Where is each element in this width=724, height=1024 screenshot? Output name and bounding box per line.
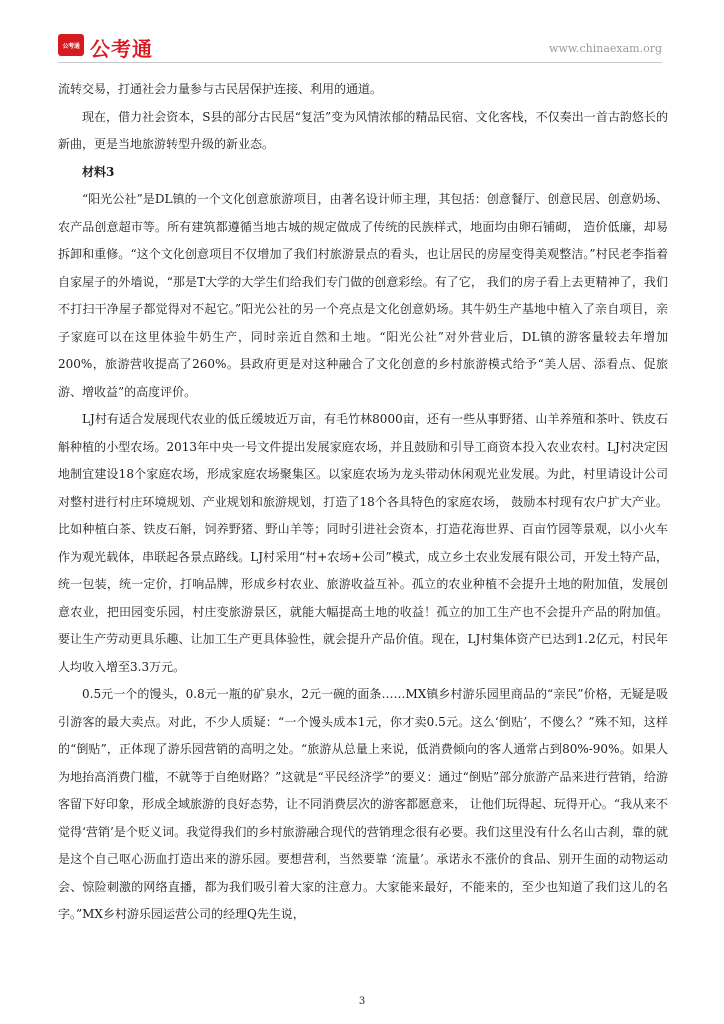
site-url: www.chinaexam.org [549,42,662,55]
paragraph-s-county: 现在，借力社会资本，S县的部分古民居“复活”变为风情浓郁的精品民宿、文化客栈，不仅奏出一首古韵悠长的新曲，更是当地旅游转型升级的新业态。 [58,109,668,151]
logo-badge: 公考通 [58,34,84,56]
paragraph-mx-town: 0.5元一个的馒头，0.8元一瓶的矿泉水，2元一碗的面条……MX镇乡村游乐园里商品的“亲民”价格，无疑是吸引游客的最大卖点。对此，不少人质疑：“一个馒头成本1元，你才卖0.5元。这么‘倒贴’，不傻么？”殊不知，这样的“倒贴”，正体现了游乐园营销的高明之处。“旅游从总量上来说，低消费倾向的客人通常占到80%-90%。如果人为地抬高消费门槛，不就等于自绝财路？”这就是“平民经济学”的要义：通过“倒贴”部分旅游产品来进行营销，给游客留下好印象，形成全域旅游的良好态势，让不同消费层次的游客都愿意来， 让他们玩得起、玩得开心。“我从来不觉得‘营销’是个贬义词。我觉得我们的乡村旅游融合现代的营销理念很有必要。我们这里没有什么名山古刹，靠的就是这个自己呕心沥血打造出来的游乐园。要想营利，当然要靠 ‘流量’。承诺永不涨价的食品、别开生面的动物运动会、惊险刺激的网络直播，都为我们吸引着大家的注意力。大家能来最好，不能来的，至少也知道了我们这儿的名字。”MX乡村游乐园运营公司的经理Q先生说， [58,687,668,921]
logo-text: 公考通 [90,37,153,61]
page-header [58,34,662,61]
paragraph-sunshine-commune: “阳光公社”是DL镇的一个文化创意旅游项目，由著名设计师主理，其包括：创意餐厅、创意民居、创意奶场、农产品创意超市等。所有建筑都遵循当地古城的规定做成了传统的民族样式，地面均由卵石铺砌， 造价低廉，却易拆卸和重修。“这个文化创意项目不仅增加了我们村旅游景点的看头，也让居民的房屋变得美观整洁。”村民老李指着自家屋子的外墙说，“那是T大学的大学生们给我们专门做的创意彩绘。有了它， 我们的房子看上去更精神了，我们不打扫干净屋子都觉得对不起它。”阳光公社的另一个亮点是文化创意奶场。其牛奶生产基地中植入了亲自项目，亲子家庭可以在这里体验牛奶生产，同时亲近自然和土地。“阳光公社”对外营业后，DL镇的游客量较去年增加200%，旅游营收提高了260%。县政府更是对这种融合了文化创意的乡村旅游模式给予“美人居、添看点、促旅游、增收益”的高度评价。 [58,192,668,399]
section-heading-material-3: 材料3 [82,164,115,179]
header-divider [58,62,662,63]
paragraph-lj-village: LJ村有适合发展现代农业的低丘缓坡近万亩，有毛竹林8000亩，还有一些从事野猪、山羊养殖和茶叶、铁皮石斛种植的小型农场。2013年中央一号文件提出发展家庭农场，并且鼓励和引导工商资本投入农业农村。LJ村决定因地制宜建设18个家庭农场，形成家庭农场聚集区。以家庭农场为龙头带动休闲观光业发展。为此，村里请设计公司对整村进行村庄环境规划、产业规划和旅游规划，打造了18个各具特色的家庭农场， 鼓励本村现有农户扩大产业。比如种植白茶、铁皮石斛，饲养野猪、野山羊等；同时引进社会资本，打造花海世界、百亩竹园等景观，以小火车作为观光载体，串联起各景点路线。LJ村采用“村+农场+公司”模式，成立乡土农业发展有限公司，开发土特产品，统一包装，统一定价，打响品牌，形成乡村农业、旅游收益互补。孤立的农业种植不会提升土地的附加值，发展创意农业，把田园变乐园，村庄变旅游景区，就能大幅提高土地的收益！孤立的加工生产也不会提升产品的附加值。要让生产劳动更具乐趣、让加工生产更具体验性，就会提升产品价值。现在，LJ村集体资产已达到1.2亿元，村民年人均收入增至3.3万元。 [58,412,668,674]
paragraph-continuation: 流转交易，打通社会力量参与古民居保护连接、利用的通道。 [58,82,383,96]
page-number: 3 [358,996,366,1007]
document-body [58,76,668,929]
